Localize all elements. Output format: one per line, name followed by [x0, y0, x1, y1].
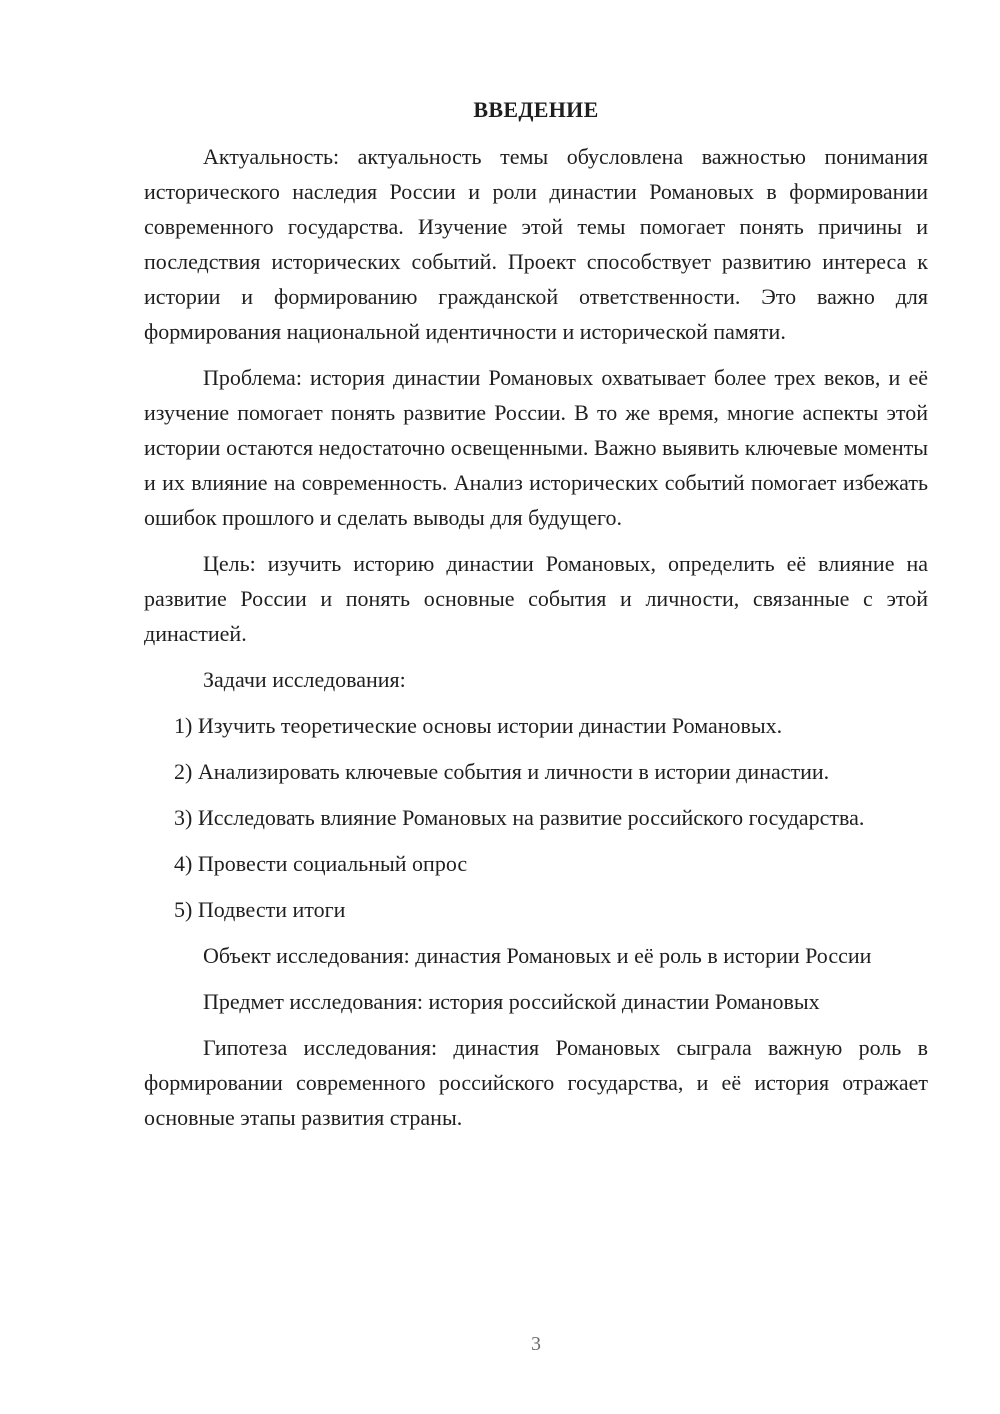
problem-paragraph: Проблема: история династии Романовых охватывает более трех веков, и её изучение помогает понять развитие России. В то же время, многие аспекты этой истории остаются недостаточно освещенными. Важно выявить ключевые моменты и их влияние на современность. Анализ исторических событий помогает избежать ошибок прошлого и сделать выводы для будущего.: [144, 365, 928, 530]
object-paragraph: Объект исследования: династия Романовых и её роль в истории России: [203, 943, 872, 968]
goal-paragraph: Цель: изучить историю династии Романовых, определить её влияние на развитие России и понять основные события и личности, связанные с этой династией.: [144, 551, 928, 646]
relevance-paragraph: Актуальность: актуальность темы обусловлена важностью понимания исторического наследия России и роли династии Романовых в формировании современного государства. Изучение этой темы помогает понять причины и последствия исторических событий. Проект способствует развитию интереса к истории и формированию гражданской ответственности. Это важно для формирования национальной идентичности и исторической памяти.: [144, 144, 928, 344]
task-item: 5) Подвести итоги: [174, 897, 346, 922]
task-item: 3) Исследовать влияние Романовых на развитие российского государства.: [174, 805, 865, 830]
tasks-heading: Задачи исследования:: [203, 667, 406, 692]
subject-paragraph: Предмет исследования: история российской династии Романовых: [203, 989, 820, 1014]
document-page: [144, 95, 928, 1146]
task-item: 2) Анализировать ключевые события и личности в истории династии.: [174, 759, 830, 784]
page-title: ВВЕДЕНИЕ: [473, 97, 599, 122]
task-item: 1) Изучить теоретические основы истории династии Романовых.: [174, 713, 783, 738]
task-item: 4) Провести социальный опрос: [174, 851, 468, 876]
hypothesis-paragraph: Гипотеза исследования: династия Романовых сыграла важную роль в формировании современного российского государства, и её история отражает основные этапы развития страны.: [144, 1035, 928, 1130]
page-number: 3: [531, 1333, 541, 1355]
